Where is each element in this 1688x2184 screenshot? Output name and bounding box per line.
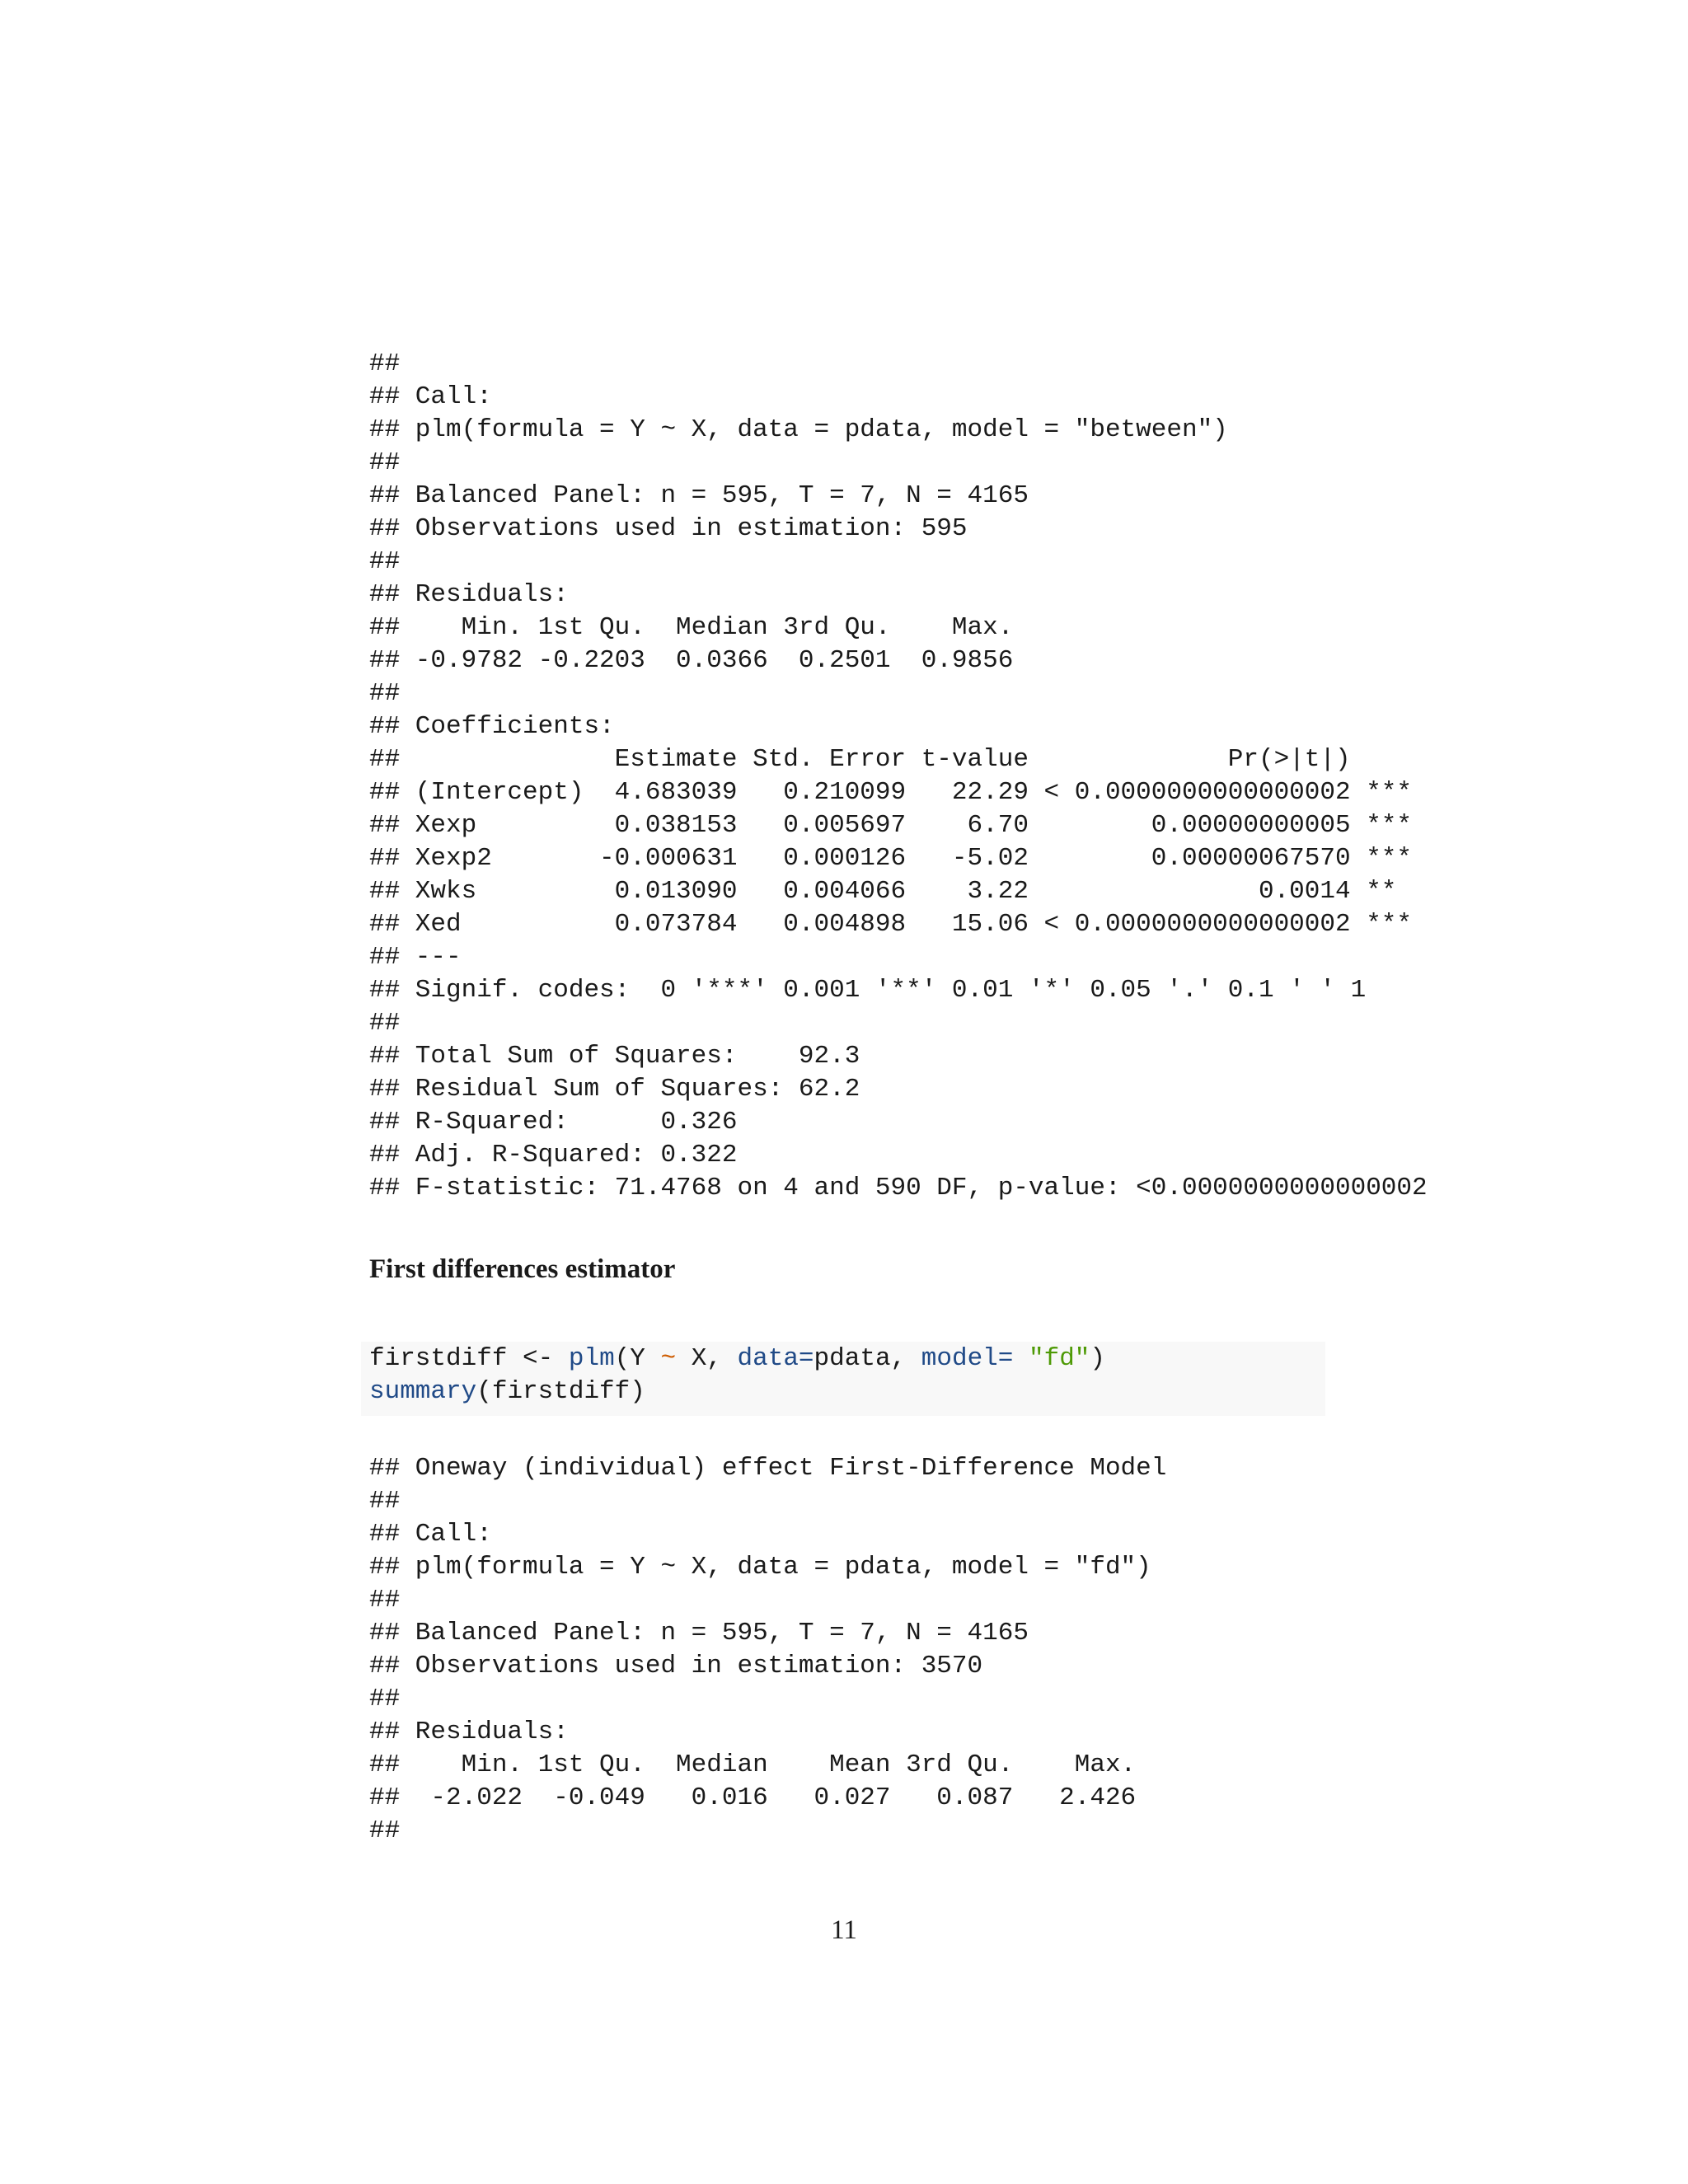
output-line: ## Balanced Panel: n = 595, T = 7, N = 4165 [369, 1619, 1029, 1647]
output-line: ## Estimate Std. Error t-value Pr(>|t|) [369, 745, 1351, 774]
output-line: ## Balanced Panel: n = 595, T = 7, N = 4165 [369, 481, 1029, 510]
output-line: ## [369, 448, 401, 477]
output-line: ## Signif. codes: 0 '***' 0.001 '**' 0.01 '*' 0.05 '.' 0.1 ' ' 1 [369, 976, 1367, 1005]
output-line: ## Call: [369, 382, 492, 411]
output-line: ## -2.022 -0.049 0.016 0.027 0.087 2.426 [369, 1783, 1137, 1812]
output-line: ## plm(formula = Y ~ X, data = pdata, model = "between") [369, 415, 1228, 444]
output-line: ## Residuals: [369, 1718, 569, 1746]
code-text: X, [676, 1344, 738, 1373]
output-line: ## [369, 1009, 401, 1038]
output-line: ## --- [369, 943, 462, 972]
output-line: ## Xexp 0.038153 0.005697 6.70 0.00000000005 *** [369, 811, 1413, 840]
output-line: ## [369, 1586, 401, 1615]
code-text: pdata, [814, 1344, 921, 1373]
code-var: firstdiff [369, 1344, 508, 1373]
output-line: ## [369, 1816, 401, 1845]
output-line: ## Min. 1st Qu. Median 3rd Qu. Max. [369, 613, 1014, 642]
output-line: ## [369, 679, 401, 708]
code-block [361, 1342, 1325, 1416]
code-argument: model= [921, 1344, 1029, 1373]
output-line: ## Xwks 0.013090 0.004066 3.22 0.0014 ** [369, 877, 1397, 906]
output-line: ## Xexp2 -0.000631 0.000126 -5.02 0.00000067570 *** [369, 844, 1413, 873]
page-number: 11 [831, 1915, 857, 1945]
code-assign: <- [507, 1344, 569, 1373]
code-operator: ~ [660, 1344, 677, 1373]
output-line: ## Xed 0.073784 0.004898 15.06 < 0.0000000000000002 *** [369, 910, 1413, 939]
code-text [369, 1343, 1105, 1408]
output-line: ## [369, 547, 401, 576]
output-line: ## (Intercept) 4.683039 0.210099 22.29 < 0.0000000000000002 *** [369, 778, 1413, 807]
output-line: ## Residual Sum of Squares: 62.2 [369, 1075, 860, 1104]
output-line: ## R-Squared: 0.326 [369, 1108, 738, 1137]
section-heading: First differences estimator [369, 1254, 676, 1284]
code-text: ) [1090, 1344, 1106, 1373]
output-line: ## Total Sum of Squares: 92.3 [369, 1042, 860, 1071]
output-line: ## -0.9782 -0.2203 0.0366 0.2501 0.9856 [369, 646, 1014, 675]
output-line: ## Observations used in estimation: 595 [369, 514, 968, 543]
output-line: ## Adj. R-Squared: 0.322 [369, 1141, 738, 1169]
output-line: ## Call: [369, 1520, 492, 1549]
output-line: ## plm(formula = Y ~ X, data = pdata, model = "fd") [369, 1553, 1151, 1582]
between-model-output [369, 348, 1428, 1205]
output-line: ## Observations used in estimation: 3570 [369, 1652, 983, 1680]
code-string: "fd" [1029, 1344, 1090, 1373]
code-function: summary [369, 1377, 477, 1406]
output-line: ## Min. 1st Qu. Median Mean 3rd Qu. Max. [369, 1750, 1137, 1779]
output-line: ## [369, 349, 401, 378]
code-text: (Y [614, 1344, 661, 1373]
output-line: ## Coefficients: [369, 712, 615, 741]
output-line: ## [369, 1685, 401, 1713]
code-argument: data= [737, 1344, 814, 1373]
code-function: plm [568, 1344, 615, 1373]
code-text: (firstdiff) [476, 1377, 645, 1406]
output-line: ## F-statistic: 71.4768 on 4 and 590 DF, p-value: <0.0000000000000002 [369, 1174, 1428, 1202]
output-line: ## [369, 1487, 401, 1516]
output-line: ## Oneway (individual) effect First-Difference Model [369, 1454, 1167, 1483]
output-line: ## Residuals: [369, 580, 569, 609]
fd-model-output [369, 1452, 1166, 1848]
